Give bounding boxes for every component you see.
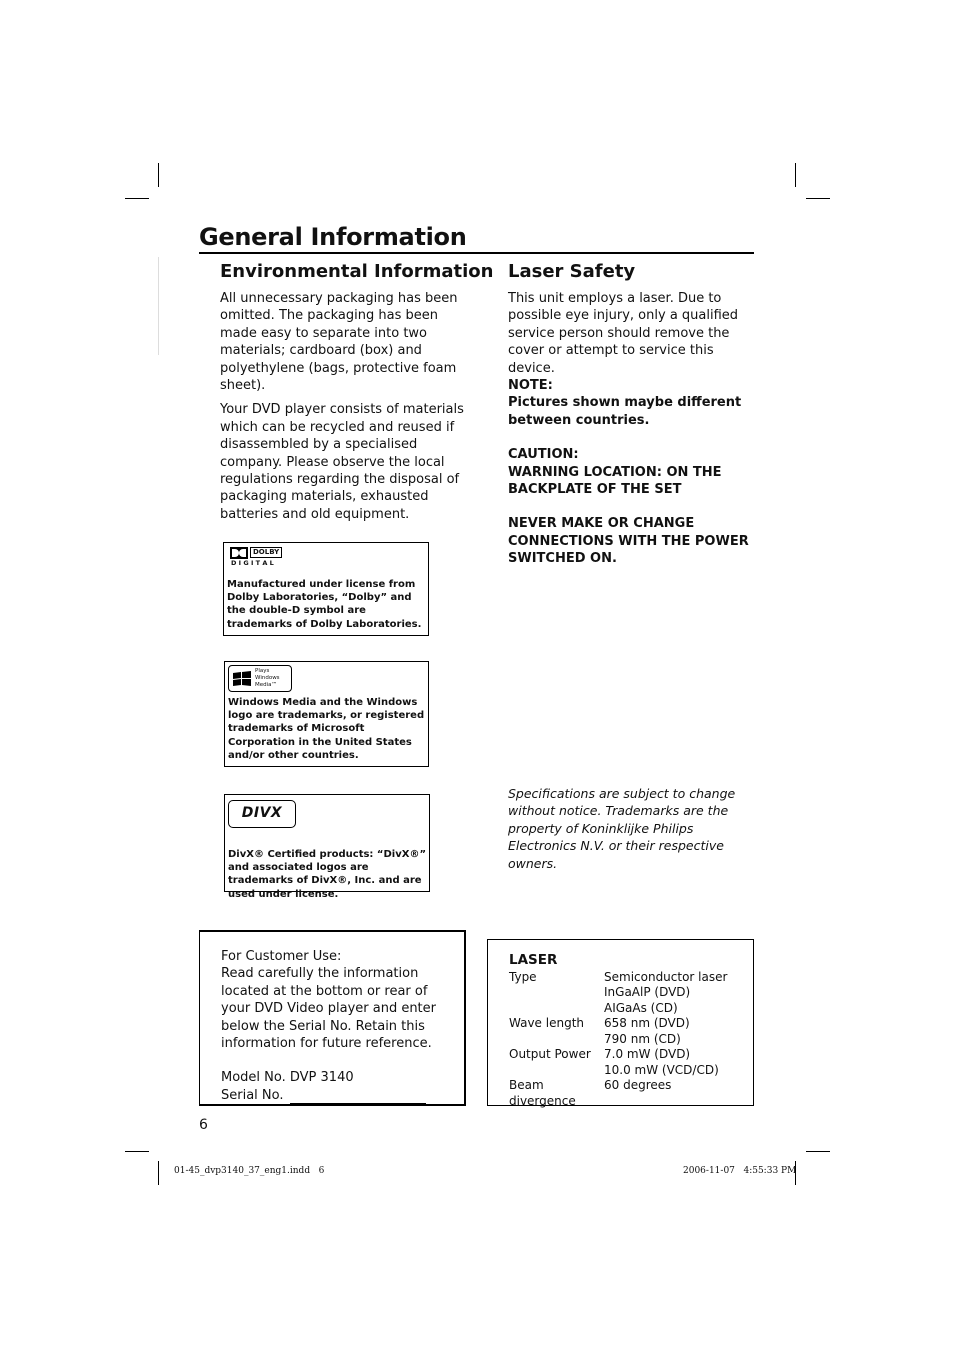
windows-logo-line-3: Media™ [255,682,278,688]
spec-value: Semiconductor laser [604,969,728,984]
windows-notice-box [224,661,429,767]
laser-safety-body [508,290,758,568]
dolby-text: Manufactured under license from Dolby Laboratories, “Dolby” and the double-D symbol are trademarks of Dolby Laboratories. [227,579,422,630]
dolby-sub: D I G I T A L [231,559,274,567]
serial-line [290,1089,426,1104]
caution-text: WARNING LOCATION: ON THE BACKPLATE OF THE SET [508,464,722,498]
spec-row [509,1047,745,1078]
environmental-body [220,290,465,530]
page-number: 6 [199,1117,208,1133]
crop-mark [795,163,796,187]
caution-label: CAUTION: [508,447,579,463]
customer-use-box [199,930,466,1106]
laser-safety-heading: Laser Safety [508,261,636,282]
never-text: NEVER MAKE OR CHANGE CONNECTIONS WITH THE POWER SWITCHED ON. [508,516,749,567]
windows-logo-line-2: Windows [255,675,280,681]
spec-key: Type [509,969,537,984]
footer-timestamp: 2006-11-07 4:55:33 PM [683,1166,797,1176]
spec-value: 658 nm (DVD) [604,1016,690,1030]
specification-note: Specifications are subject to change without notice. Trademarks are the property of Koninklijke Philips Electronics N.V. or their respective owners. [508,786,736,871]
spec-key: Output Power [509,1047,591,1061]
environmental-paragraph-1: All unnecessary packaging has been omitted. The packaging has been made easy to separate into two materials; cardboard (box) and polyethylene (bags, protective foam sheet). [220,291,458,394]
note-label: NOTE: [508,378,553,394]
serial-label: Serial No. [221,1087,284,1103]
spec-value: 790 nm (CD) [604,1031,681,1046]
divx-logo-word: DIVX [241,805,283,822]
divx-text: DivX® Certified products: “DivX®” and associated logos are trademarks of DivX®, Inc. and are used under license. [228,849,427,900]
crop-mark [806,198,830,199]
spec-value: AIGaAs (CD) [604,1000,678,1015]
spec-row [509,1016,745,1047]
spec-row [509,970,745,1017]
margin-rule [158,257,159,355]
spec-value: 7.0 mW (DVD) [604,1047,691,1061]
crop-mark [125,198,149,199]
crop-mark [806,1151,830,1152]
windows-flag-icon [232,670,252,688]
spec-row [509,1078,745,1109]
environmental-heading: Environmental Information [220,261,494,282]
model-number: Model No. DVP 3140 [221,1070,354,1086]
crop-mark [125,1151,149,1152]
crop-mark [158,163,159,187]
laser-spec-box [487,939,754,1106]
windows-text: Windows Media and the Windows logo are trademarks, or registered trademarks of Microsoft Corporation in the United States and/or other countries. [228,697,425,761]
laser-safety-paragraph: This unit employs a laser. Due to possible eye injury, only a qualified service person should remove the cover or attempt to service this device. [508,291,739,376]
laser-spec-title: LASER [509,952,558,968]
spec-key: Wave length [509,1016,584,1030]
title-rule [199,252,754,254]
customer-line-1: For Customer Use: [221,949,342,964]
double-d-icon [230,547,248,559]
dolby-logo [230,547,425,559]
footer-file-info: 01-45_dvp3140_37_eng1.indd 6 [174,1166,325,1176]
windows-logo-line-1: Plays [255,668,270,674]
windows-media-logo [228,665,292,692]
customer-body: Read carefully the information located at the bottom or rear of your DVD Video player and enter below the Serial No. Retain this information for future reference. [221,966,437,1052]
crop-mark [158,1161,159,1185]
page-title: General Information [199,223,467,251]
environmental-paragraph-2: Your DVD player consists of materials which can be recycled and reused if disassembled by a specialised company. Please observe the local regulations regarding the disposal of packaging materials, exhausted batteries and old equipment. [220,402,464,522]
spec-key: Beam divergence [509,1078,576,1108]
dolby-word: DOLBY [250,547,282,558]
spec-value: 10.0 mW (VCD/CD) [604,1062,719,1077]
divx-notice-box [224,794,430,900]
dolby-notice-box [223,542,429,636]
note-text: Pictures shown maybe different between countries. [508,395,742,428]
serial-row [221,1087,460,1104]
divx-logo [228,800,296,828]
spec-value: 60 degrees [604,1078,672,1092]
spec-value: InGaAlP (DVD) [604,985,691,999]
